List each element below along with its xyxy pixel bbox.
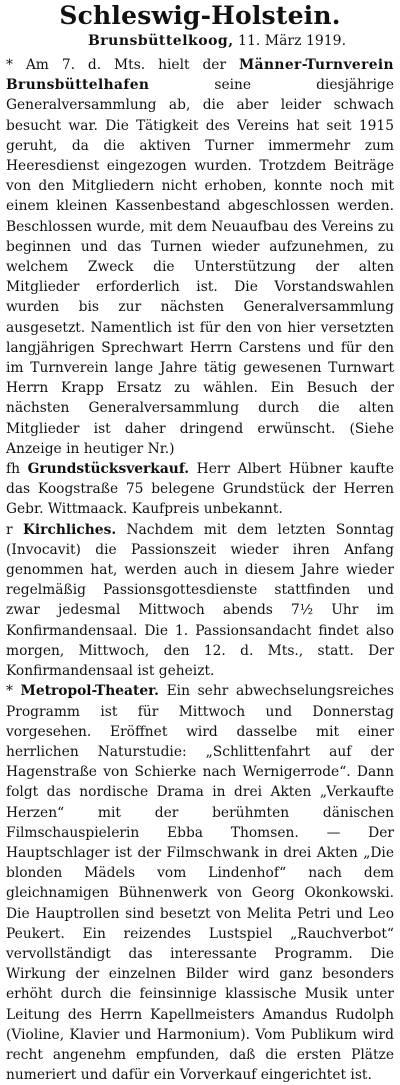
- article-turnverein: [6, 55, 394, 459]
- article-marker: *: [6, 57, 13, 73]
- article-grundstuecksverkauf: [6, 459, 394, 520]
- article-text: Am 7. d. Mts. hielt der: [25, 57, 239, 73]
- article-marker: fh: [6, 461, 20, 478]
- article-text: Herr Albert Hübner kaufte das Koogstraße 75 belegene Grundstück der Herren Gebr. Wittmaack. Kaufpreis unbekannt.: [6, 461, 394, 518]
- dateline: [6, 31, 394, 51]
- article-marker: *: [6, 683, 13, 700]
- article-heading: Metropol-Theater.: [20, 683, 159, 700]
- section-title: Schleswig-Holstein.: [59, 1, 341, 30]
- article-metropol-theater: [6, 681, 394, 1085]
- dateline-date: 11. März 1919.: [238, 33, 347, 49]
- article-kirchliches: [6, 520, 394, 682]
- article-text: Nachdem mit dem letzten Sonntag (Invocavit) die Passionszeit wieder ihren Anfang genommen hat, werden auch in diesem Jahre wieder regelmäßig Passionsgottesdienste stattfinden und zwar jedesmal Mittwoch abends 7½ Uhr im Konfirmandensaal. Die 1. Passionsandacht findet also morgen, Mittwoch, den 12. d. Mts., statt. Der Konfirmandensaal ist geheizt.: [6, 521, 394, 680]
- article-heading: Grundstücksverkauf.: [27, 461, 190, 478]
- article-text: Ein sehr abwechselungsreiches Programm ist für Mittwoch und Donnerstag vorgesehen. Eröffnet wird dasselbe mit einer herrlichen Naturstudie: „Schlittenfahrt auf der Hagenstraße von Schierke nach Wernigerrode“. Dann folgt das nordische Drama in drei Akten „Verkaufte Herzen“ mit der berühmten dänischen Filmschauspielerin Ebba Thomsen. — Der Hauptschlager ist der Filmschwank in drei Akten „Die blonden Mädels vom Lindenhof“ nach dem gleichnamigen Bühnenwerk von Georg Okonkowski. Die Hauptrollen sind besetzt von Melita Petri und Leo Peukert. Ein reizendes Lustspiel „Rauchverbot“ vervollständigt das interessante Programm. Die Wirkung der einzelnen Bilder wird ganz besonders erhöht durch die feinsinnige klassische Musik unter Leitung des Herrn Kapellmeisters Amandus Rudolph (Violine, Klavier und Harmonium). Vom Publikum wird recht angenehm empfunden, daß die ersten Plätze numeriert und dafür ein Vorverkauf eingerichtet ist.: [6, 683, 394, 1084]
- dateline-place: Brunsbüttelkoog,: [87, 33, 234, 49]
- article-marker: r: [6, 521, 13, 538]
- article-text: seine diesjährige Generalversammlung ab, die aber leider schwach besucht war. Die Tätigkeit des Vereins hat seit 1915 geruht, da die aktiven Turner immermehr zum Heeresdienst eingezogen wurden. Trotzdem Beiträge von den Mitgliedern nicht erhoben, konnte noch mit einem kleinen Kassenbestand abgeschlossen werden. Beschlossen wurde, mit dem Neuaufbau des Vereins zu beginnen und das Turnen wieder aufzunehmen, zu welchem Zweck die Unterstützung der alten Mitglieder erforderlich ist. Die Vorstandswahlen wurden bis zur nächsten Generalversammlung ausgesetzt. Namentlich ist für den von hier versetzten langjährigen Sprechwart Herrn Carstens und für den im Turnverein lange Jahre tätig gewesenen Turnwart Herrn Krapp Ersatz zu wählen. Ein Besuch der nächsten Generalversammlung durch die alten Mitglieder ist daher dringend erwünscht. (Siehe Anzeige in heutiger Nr.): [6, 77, 394, 457]
- organization-place: Brunsbüttelhafen: [6, 77, 150, 94]
- article-heading: Kirchliches.: [22, 521, 117, 538]
- organization-name: Männer-Turnverein: [238, 57, 394, 73]
